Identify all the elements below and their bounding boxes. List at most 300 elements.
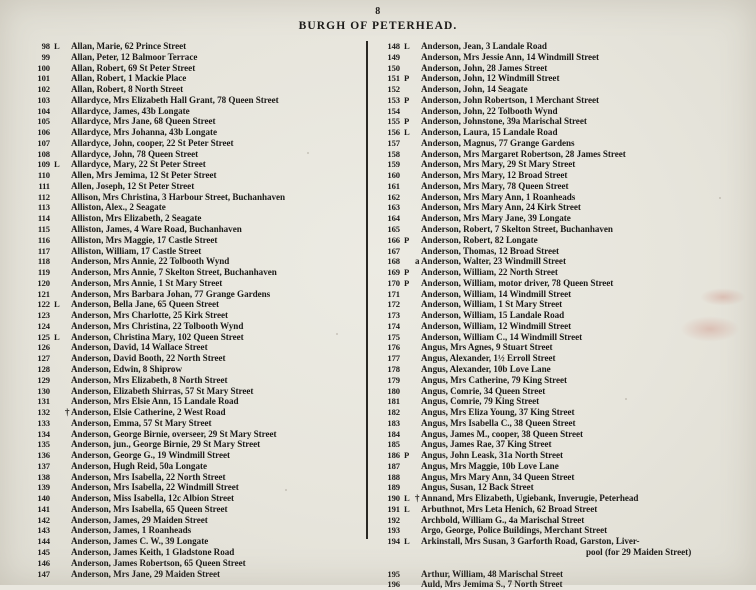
- entry-number: 150: [387, 62, 400, 73]
- entry-number: 121: [37, 288, 50, 299]
- entry-name-address: Anderson, Walter, 23 Windmill Street: [421, 256, 566, 267]
- entry-name-address: Angus, Comrie, 34 Queen Street: [421, 385, 546, 396]
- entry-qualification-code: L: [54, 299, 60, 310]
- entry-name-address: Anderson, Bella Jane, 65 Queen Street: [71, 299, 220, 310]
- entry-name-address: Anderson, Mrs Isabella, 22 Windmill Street: [71, 482, 239, 493]
- entry-name-address: Anderson, John Robertson, 1 Merchant Street: [421, 94, 599, 105]
- entry-name-address: Anderson, Magnus, 77 Grange Gardens: [421, 137, 575, 148]
- entry-name-address: Anderson, David, 14 Wallace Street: [71, 342, 208, 353]
- entry-number: 170: [387, 277, 400, 288]
- entry-number: 104: [37, 105, 50, 116]
- entry-name-address: Anderson, Robert, 82 Longate: [421, 234, 538, 245]
- entry-name-address: Alliston, Mrs Maggie, 17 Castle Street: [71, 234, 218, 245]
- entry-name-address: Alliston, Mrs Elizabeth, 2 Seagate: [71, 213, 202, 224]
- entry-name-address: Anderson, John, 28 James Street: [421, 62, 548, 73]
- roll-entry[interactable]: [26, 73, 362, 84]
- entry-name-address: Arthur, William, 48 Marischal Street: [421, 568, 564, 579]
- roll-entry[interactable]: [376, 386, 748, 397]
- right-column: [376, 41, 748, 590]
- entry-name-address: Allardyce, John, 78 Queen Street: [71, 148, 199, 159]
- entry-number: 190: [387, 493, 400, 504]
- roll-entry[interactable]: [376, 461, 748, 472]
- roll-entry[interactable]: [376, 246, 748, 257]
- roll-entry[interactable]: [26, 547, 362, 558]
- entry-name-address: Allardyce, Mrs Jane, 68 Queen Street: [71, 116, 216, 127]
- entry-number: 151: [387, 73, 400, 84]
- roll-entry[interactable]: [26, 192, 362, 203]
- entry-name-address: Anderson, Mrs Margaret Robertson, 28 James Street: [421, 148, 626, 159]
- entry-name-address: Anderson, Mrs Isabella, 65 Queen Street: [71, 503, 228, 514]
- entry-qualification-code: L: [54, 331, 60, 342]
- entry-name-address: Anderson, William, 1 St Mary Street: [421, 299, 563, 310]
- entry-name-address: Anderson, Edwin, 8 Shiprow: [71, 363, 182, 374]
- entry-number: 171: [387, 288, 400, 299]
- roll-entry[interactable]: [26, 536, 362, 547]
- entry-name-address: Anderson, William, 15 Landale Road: [421, 310, 565, 321]
- entry-name-address: Allan, Robert, 1 Mackie Place: [71, 73, 187, 84]
- roll-entry[interactable]: [26, 289, 362, 300]
- roll-entry[interactable]: [26, 407, 362, 418]
- roll-entry[interactable]: [26, 95, 362, 106]
- entry-mark-symbol: †: [415, 492, 420, 503]
- roll-entry[interactable]: [376, 149, 748, 160]
- entry-number: 194: [387, 536, 400, 547]
- entry-number: 100: [37, 62, 50, 73]
- entry-name-address: Anderson, James Keith, 1 Gladstone Road: [71, 546, 235, 557]
- entry-qualification-code: L: [54, 159, 60, 170]
- roll-entry[interactable]: [376, 213, 748, 224]
- roll-entry[interactable]: [376, 116, 748, 127]
- entry-name-address: Anderson, James C. W., 39 Longate: [71, 536, 209, 547]
- entry-qualification-code: P: [404, 277, 410, 288]
- entry-name-address: Allan, Peter, 12 Balmoor Terrace: [71, 51, 198, 62]
- entry-name-address: Angus, Alexander, 10b Love Lane: [421, 363, 551, 374]
- entry-number: 120: [37, 277, 50, 288]
- roll-entry[interactable]: [26, 224, 362, 235]
- entry-number: 133: [37, 417, 50, 428]
- roll-entry[interactable]: [26, 515, 362, 526]
- entry-name-address: Anderson, Mrs Jane, 29 Maiden Street: [71, 568, 221, 579]
- roll-entry[interactable]: [26, 299, 362, 310]
- entry-qualification-code: P: [404, 234, 410, 245]
- roll-entry[interactable]: [26, 525, 362, 536]
- entry-name-address: Angus, Mrs Catherine, 79 King Street: [421, 374, 568, 385]
- entry-number: 185: [387, 439, 400, 450]
- entry-number: 192: [387, 514, 400, 525]
- entry-number: 193: [387, 525, 400, 536]
- roll-entry[interactable]: [26, 52, 362, 63]
- roll-entry[interactable]: [376, 235, 748, 246]
- entry-name-address: Anderson, Mrs Mary Ann, 1 Roanheads: [421, 191, 576, 202]
- roll-entry[interactable]: [376, 84, 748, 95]
- roll-entry[interactable]: [376, 138, 748, 149]
- roll-entry[interactable]: [376, 170, 748, 181]
- entry-number: 180: [387, 385, 400, 396]
- roll-entry[interactable]: [376, 536, 748, 547]
- entry-number: 119: [37, 267, 50, 278]
- entry-name-address: Alliston, William, 17 Castle Street: [71, 245, 202, 256]
- entry-qualification-code: L: [404, 127, 410, 138]
- entry-number: 154: [387, 105, 400, 116]
- entry-name-address: Anderson, William C., 14 Windmill Street: [421, 331, 583, 342]
- entry-number: 187: [387, 460, 400, 471]
- entry-number: 101: [37, 73, 50, 84]
- entry-number: 172: [387, 299, 400, 310]
- entry-name-address: Anderson, Elizabeth Shirras, 57 St Mary Street: [71, 385, 254, 396]
- entry-number: 112: [37, 191, 50, 202]
- entry-number: 143: [37, 525, 50, 536]
- roll-entry[interactable]: [376, 396, 748, 407]
- roll-entry[interactable]: [26, 170, 362, 181]
- roll-entry[interactable]: [26, 63, 362, 74]
- entry-name-address: Auld, Mrs Jemima S., 7 North Street: [421, 579, 563, 590]
- entry-mark-symbol: †: [65, 406, 70, 417]
- entry-name-address: Anderson, Mrs Annie, 7 Skelton Street, Buchanhaven: [71, 267, 277, 278]
- roll-entry[interactable]: [376, 202, 748, 213]
- entry-number: 149: [387, 51, 400, 62]
- entry-name-address: Anderson, Mrs Charlotte, 25 Kirk Street: [71, 310, 229, 321]
- entry-number: 181: [387, 396, 400, 407]
- roll-entry[interactable]: [26, 342, 362, 353]
- roll-entry[interactable]: [26, 138, 362, 149]
- roll-entry[interactable]: [376, 127, 748, 138]
- entry-number: 126: [37, 342, 50, 353]
- entry-number: 108: [37, 148, 50, 159]
- roll-entry[interactable]: [26, 439, 362, 450]
- entry-name-address: Angus, Mrs Maggie, 10b Love Lane: [421, 460, 559, 471]
- roll-entry[interactable]: [26, 429, 362, 440]
- entry-number: 173: [387, 310, 400, 321]
- entry-number: 136: [37, 450, 50, 461]
- entry-number: 107: [37, 137, 50, 148]
- entry-number: 157: [387, 137, 400, 148]
- entry-number: 147: [37, 568, 50, 579]
- entry-number: 130: [37, 385, 50, 396]
- roll-entry[interactable]: [26, 386, 362, 397]
- entry-number: 134: [37, 428, 50, 439]
- entry-number: 166: [387, 234, 400, 245]
- roll-entry[interactable]: [26, 493, 362, 504]
- roll-entry[interactable]: [376, 181, 748, 192]
- roll-entry[interactable]: [26, 41, 362, 52]
- entry-number: 142: [37, 514, 50, 525]
- entry-number: 158: [387, 148, 400, 159]
- roll-entry[interactable]: [376, 525, 748, 536]
- entry-number: 127: [37, 353, 50, 364]
- roll-entry[interactable]: [376, 482, 748, 493]
- roll-entry[interactable]: [26, 332, 362, 343]
- roll-entry[interactable]: [376, 95, 748, 106]
- roll-entry[interactable]: [26, 504, 362, 515]
- entry-number: 159: [387, 159, 400, 170]
- entry-name-address: Archbold, William G., 4a Marischal Street: [421, 514, 585, 525]
- roll-entry[interactable]: [376, 332, 748, 343]
- roll-entry[interactable]: [376, 289, 748, 300]
- entry-number: 118: [37, 256, 50, 267]
- roll-entry[interactable]: [26, 149, 362, 160]
- roll-entry[interactable]: [26, 256, 362, 267]
- entry-qualification-code: L: [404, 536, 410, 547]
- roll-entry[interactable]: [376, 342, 748, 353]
- roll-entry[interactable]: [26, 159, 362, 170]
- roll-entry[interactable]: [376, 63, 748, 74]
- entry-number: 132: [37, 407, 50, 418]
- entry-qualification-code: L: [54, 41, 60, 51]
- roll-entry[interactable]: [26, 246, 362, 257]
- entry-name-address: Anderson, Mrs Elsie Ann, 15 Landale Road: [71, 396, 239, 407]
- entry-qualification-code: L: [404, 41, 410, 51]
- entry-spacer: [376, 558, 748, 569]
- entry-number: 156: [387, 127, 400, 138]
- entry-qualification-code: P: [404, 73, 410, 84]
- roll-entry[interactable]: [376, 450, 748, 461]
- entry-number: 123: [37, 310, 50, 321]
- entry-number: 145: [37, 546, 50, 557]
- entry-number: 168: [387, 256, 400, 267]
- roll-entry[interactable]: [26, 235, 362, 246]
- page-number: 8: [375, 6, 381, 17]
- entry-name-address: Anderson, William, motor driver, 78 Queen Street: [421, 277, 614, 288]
- entry-number: 115: [37, 224, 50, 235]
- roll-entry[interactable]: [26, 181, 362, 192]
- entry-number: 175: [387, 331, 400, 342]
- entry-number: 103: [37, 94, 50, 105]
- entry-name-address: Anderson, Laura, 15 Landale Road: [421, 127, 558, 138]
- entry-name-address: Allen, Mrs Jemima, 12 St Peter Street: [71, 170, 217, 181]
- entry-name-address: Anderson, William, 12 Windmill Street: [421, 320, 572, 331]
- entry-number: 160: [387, 170, 400, 181]
- entry-name-address: Anderson, William, 22 North Street: [421, 267, 558, 278]
- entry-name-address: Allardyce, James, 43b Longate: [71, 105, 190, 116]
- entry-name-address: Anderson, John, 14 Seagate: [421, 84, 528, 95]
- entry-name-address: Allardyce, Mary, 22 St Peter Street: [71, 159, 206, 170]
- roll-entry[interactable]: [26, 461, 362, 472]
- entry-number: 162: [387, 191, 400, 202]
- entry-number: 152: [387, 84, 400, 95]
- entry-number: 184: [387, 428, 400, 439]
- entry-number: 195: [387, 568, 400, 579]
- entry-number: 138: [37, 471, 50, 482]
- entry-number: 116: [37, 234, 50, 245]
- entry-name-address: Anderson, George G., 19 Windmill Street: [71, 450, 230, 461]
- roll-entry[interactable]: [26, 116, 362, 127]
- entry-name-address: Anderson, Mrs Isabella, 22 North Street: [71, 471, 226, 482]
- roll-entry[interactable]: [376, 569, 748, 580]
- entry-qualification-code: P: [404, 94, 410, 105]
- entry-number: 169: [387, 267, 400, 278]
- entry-name-address: Anderson, Mrs Mary Jane, 39 Longate: [421, 213, 571, 224]
- roll-entry[interactable]: [376, 310, 748, 321]
- roll-entry[interactable]: [26, 482, 362, 493]
- entry-number: 105: [37, 116, 50, 127]
- entry-name-address: Anderson, Mrs Barbara Johan, 77 Grange Gardens: [71, 288, 271, 299]
- entry-name-address: Allardyce, Mrs Johanna, 43b Longate: [71, 127, 217, 138]
- roll-entry[interactable]: [376, 73, 748, 84]
- roll-entry[interactable]: [26, 213, 362, 224]
- entry-number: 176: [387, 342, 400, 353]
- entry-number: 102: [37, 84, 50, 95]
- roll-entry[interactable]: [376, 159, 748, 170]
- entry-name-address: Angus, John Leask, 31a North Street: [421, 450, 564, 461]
- roll-entry[interactable]: [26, 558, 362, 569]
- entry-number: 164: [387, 213, 400, 224]
- entry-number: 161: [387, 180, 400, 191]
- entry-number: 117: [37, 245, 50, 256]
- entry-name-address: Allan, Marie, 62 Prince Street: [71, 41, 187, 51]
- entry-name-address: Anderson, David Booth, 22 North Street: [71, 353, 226, 364]
- entry-number: 196: [387, 579, 400, 590]
- entry-name-address: Anderson, Mrs Annie, 1 St Mary Street: [71, 277, 223, 288]
- entry-name-address: Anderson, Jean, 3 Landale Road: [421, 41, 547, 51]
- entry-number: 182: [387, 407, 400, 418]
- roll-entry[interactable]: [376, 364, 748, 375]
- roll-entry[interactable]: [26, 364, 362, 375]
- entry-name-address: Allen, Joseph, 12 St Peter Street: [71, 180, 195, 191]
- roll-entry[interactable]: [26, 267, 362, 278]
- roll-entry[interactable]: [376, 256, 748, 267]
- entry-continuation-text: pool (for 29 Maiden Street): [586, 546, 692, 557]
- entry-name-address: Angus, Mrs Agnes, 9 Stuart Street: [421, 342, 553, 353]
- entry-number: 144: [37, 536, 50, 547]
- entry-number: 113: [37, 202, 50, 213]
- entry-qualification-code: P: [404, 267, 410, 278]
- entry-number: 155: [387, 116, 400, 127]
- roll-entry[interactable]: [26, 472, 362, 483]
- entry-number: 98: [41, 41, 50, 51]
- roll-entry[interactable]: [376, 418, 748, 429]
- roll-entry[interactable]: [26, 106, 362, 117]
- entry-number: 174: [387, 320, 400, 331]
- entry-name-address: Anderson, jun., George Birnie, 29 St Mary Street: [71, 439, 261, 450]
- entry-number: 135: [37, 439, 50, 450]
- roll-entry[interactable]: [26, 278, 362, 289]
- entry-name-address: Arkinstall, Mrs Susan, 3 Garforth Road, Garston, Liver-: [421, 536, 640, 547]
- entry-number: 131: [37, 396, 50, 407]
- roll-entry[interactable]: [26, 450, 362, 461]
- page-title: BURGH OF PETERHEAD.: [298, 20, 458, 32]
- roll-entry[interactable]: [376, 267, 748, 278]
- roll-entry[interactable]: [376, 224, 748, 235]
- entry-number: 183: [387, 417, 400, 428]
- entry-number: 128: [37, 363, 50, 374]
- entry-name-address: Allardyce, Mrs Elizabeth Hall Grant, 78 Queen Street: [71, 94, 279, 105]
- entry-number: 146: [37, 557, 50, 568]
- roll-entry[interactable]: [26, 127, 362, 138]
- entry-number: 122: [37, 299, 50, 310]
- roll-entry[interactable]: [26, 84, 362, 95]
- roll-entry[interactable]: [26, 310, 362, 321]
- entry-name-address: Arbuthnot, Mrs Leta Henich, 62 Broad Street: [421, 503, 598, 514]
- entry-number: 177: [387, 353, 400, 364]
- entry-name-address: Allison, Mrs Christina, 3 Harbour Street, Buchanhaven: [71, 191, 286, 202]
- entry-qualification-code: L: [404, 493, 410, 504]
- entry-number: 163: [387, 202, 400, 213]
- entry-number: 178: [387, 363, 400, 374]
- entry-name-address: Anderson, Elsie Catherine, 2 West Road: [71, 407, 226, 418]
- roll-entry[interactable]: [376, 429, 748, 440]
- entry-number: 148: [387, 41, 400, 51]
- roll-entry[interactable]: [376, 375, 748, 386]
- entry-number: 186: [387, 450, 400, 461]
- entry-name-address: Angus, Mrs Mary Ann, 34 Queen Street: [421, 471, 575, 482]
- entry-number: 110: [37, 170, 50, 181]
- entry-mark-symbol: a: [415, 255, 420, 266]
- entry-name-address: Anderson, Mrs Elizabeth, 8 North Street: [71, 374, 228, 385]
- roll-entry[interactable]: [26, 569, 362, 580]
- entry-name-address: Angus, James M., cooper, 38 Queen Street: [421, 428, 583, 439]
- entry-name-address: Anderson, Mrs Mary, 29 St Mary Street: [421, 159, 576, 170]
- roll-entry[interactable]: [376, 192, 748, 203]
- entry-name-address: Anderson, James, 29 Maiden Street: [71, 514, 208, 525]
- entry-name-address: Anderson, Robert, 7 Skelton Street, Buchanhaven: [421, 224, 613, 235]
- roll-entry[interactable]: [376, 52, 748, 63]
- roll-entry[interactable]: [26, 353, 362, 364]
- roll-entry[interactable]: [376, 515, 748, 526]
- entry-number: 106: [37, 127, 50, 138]
- entry-qualification-code: P: [404, 116, 410, 127]
- entry-name-address: Anderson, Hugh Reid, 50a Longate: [71, 460, 207, 471]
- entry-name-address: Allan, Robert, 8 North Street: [71, 84, 184, 95]
- column-divider-rule: [366, 41, 368, 539]
- entry-number: 109: [37, 159, 50, 170]
- entry-number: 140: [37, 493, 50, 504]
- roll-entry[interactable]: [376, 407, 748, 418]
- roll-entry[interactable]: [376, 353, 748, 364]
- entry-name-address: Anderson, Johnstone, 39a Marischal Street: [421, 116, 587, 127]
- roll-entry-continuation: [376, 547, 748, 558]
- entry-name-address: Angus, Susan, 12 Back Street: [421, 482, 534, 493]
- entry-name-address: Angus, Mrs Isabella C., 38 Queen Street: [421, 417, 576, 428]
- entry-number: 191: [387, 503, 400, 514]
- entry-name-address: Angus, Comrie, 79 King Street: [421, 396, 540, 407]
- entry-number: 141: [37, 503, 50, 514]
- roll-entry[interactable]: [376, 41, 748, 52]
- roll-entry[interactable]: [376, 493, 748, 504]
- entry-number: 137: [37, 460, 50, 471]
- entry-name-address: Anderson, James, 1 Roanheads: [71, 525, 192, 536]
- roll-entry[interactable]: [376, 472, 748, 483]
- roll-entry[interactable]: [376, 278, 748, 289]
- roll-entry[interactable]: [376, 439, 748, 450]
- roll-entry[interactable]: [376, 106, 748, 117]
- roll-entry[interactable]: [26, 418, 362, 429]
- entry-name-address: Anderson, Mrs Mary, 12 Broad Street: [421, 170, 568, 181]
- roll-entry[interactable]: [26, 202, 362, 213]
- entry-number: 129: [37, 374, 50, 385]
- entry-number: 153: [387, 94, 400, 105]
- entry-number: 179: [387, 374, 400, 385]
- entry-number: 139: [37, 482, 50, 493]
- entry-name-address: Anderson, Christina Mary, 102 Queen Street: [71, 331, 244, 342]
- entry-name-address: Anderson, Mrs Jessie Ann, 14 Windmill Street: [421, 51, 600, 62]
- entry-name-address: Anderson, Mrs Mary, 78 Queen Street: [421, 180, 569, 191]
- roll-entry[interactable]: [26, 321, 362, 332]
- entry-name-address: Annand, Mrs Elizabeth, Ugiebank, Inverugie, Peterhead: [421, 493, 639, 504]
- entry-number: 125: [37, 331, 50, 342]
- entry-number: 99: [41, 51, 50, 62]
- roll-entry[interactable]: [26, 396, 362, 407]
- roll-entry[interactable]: [26, 375, 362, 386]
- roll-entry[interactable]: [376, 504, 748, 515]
- entry-name-address: Anderson, George Birnie, overseer, 29 St Mary Street: [71, 428, 277, 439]
- entry-qualification-code: P: [404, 450, 410, 461]
- entry-name-address: Anderson, John, 22 Tolbooth Wynd: [421, 105, 558, 116]
- roll-entry[interactable]: [376, 321, 748, 332]
- entry-name-address: Anderson, Mrs Mary Ann, 24 Kirk Street: [421, 202, 581, 213]
- roll-entry[interactable]: [376, 299, 748, 310]
- entry-name-address: Anderson, Mrs Christina, 22 Tolbooth Wynd: [71, 320, 244, 331]
- entry-name-address: Angus, Alexander, 1½ Erroll Street: [421, 353, 556, 364]
